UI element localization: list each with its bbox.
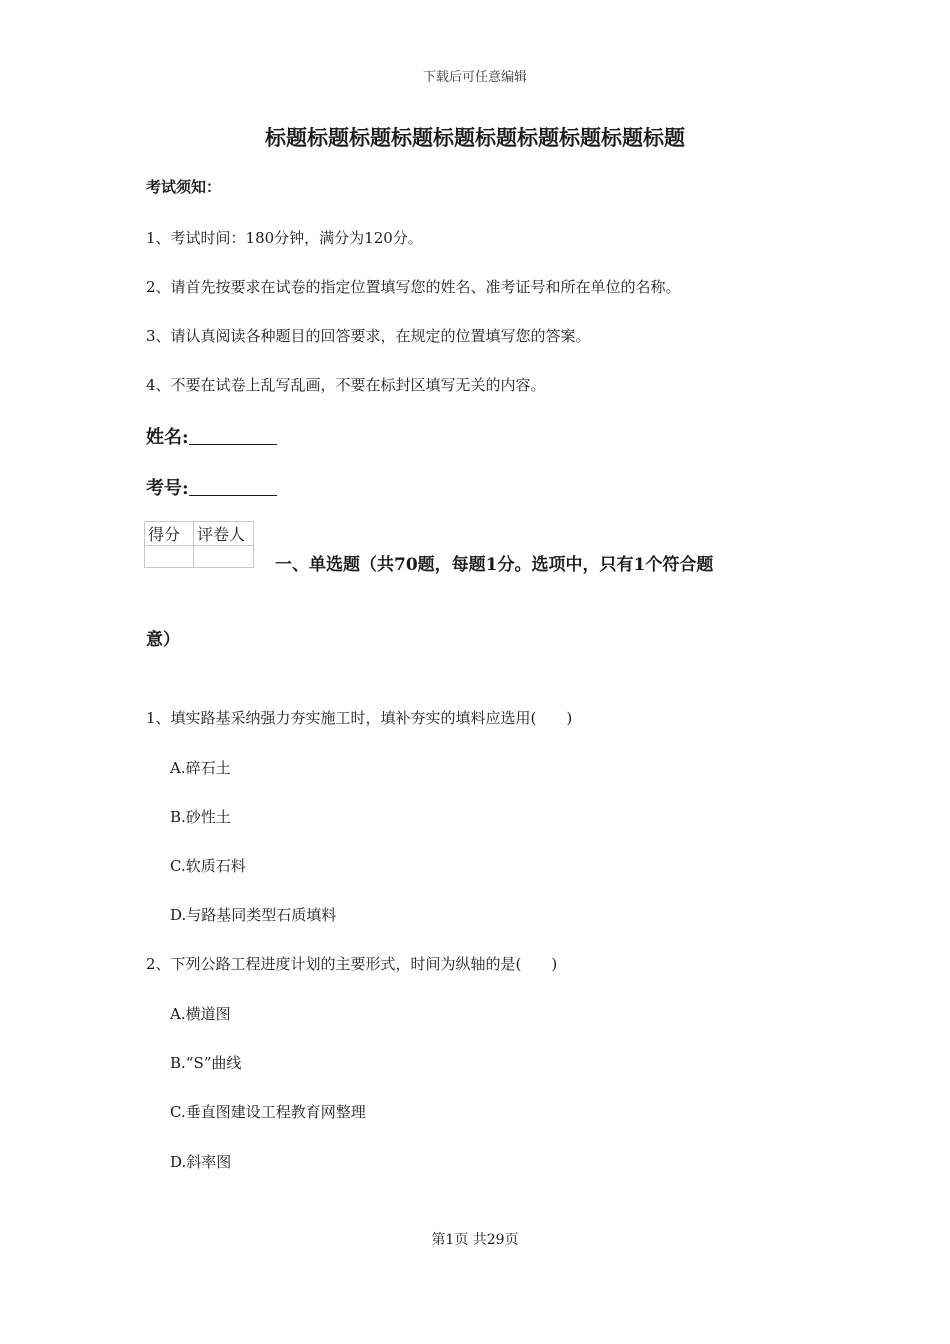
name-label: 姓名: bbox=[146, 427, 189, 448]
notice-item: 2、请首先按要求在试卷的指定位置填写您的姓名、准考证号和所在单位的名称。 bbox=[146, 278, 681, 296]
name-field[interactable] bbox=[146, 423, 277, 449]
page-header: 下载后可任意编辑 bbox=[422, 70, 527, 85]
notice-heading: 考试须知： bbox=[146, 178, 222, 196]
question-1-option-a: A.碎石土 bbox=[170, 759, 231, 777]
grader-cell[interactable] bbox=[194, 546, 254, 568]
score-table bbox=[144, 521, 254, 568]
notice-item: 1、考试时间：180分钟，满分为120分。 bbox=[146, 229, 423, 247]
exam-number-field[interactable] bbox=[146, 474, 277, 500]
section-heading: 一、单选题（共70题，每题1分。选项中，只有1个符合题 bbox=[275, 555, 714, 575]
question-2-option-b: B.“S”曲线 bbox=[170, 1054, 242, 1072]
question-2: 2、下列公路工程进度计划的主要形式，时间为纵轴的是( ) bbox=[146, 955, 558, 973]
document-title: 标题标题标题标题标题标题标题标题标题标题 bbox=[265, 125, 685, 150]
notice-item: 4、不要在试卷上乱写乱画，不要在标封区填写无关的内容。 bbox=[146, 376, 546, 394]
question-1-option-c: C.软质石料 bbox=[170, 857, 246, 875]
question-2-option-c: C.垂直图建设工程教育网整理 bbox=[170, 1103, 366, 1121]
question-1: 1、填实路基采纳强力夯实施工时，填补夯实的填料应选用( ) bbox=[146, 709, 573, 727]
question-1-option-b: B.砂性土 bbox=[170, 808, 231, 826]
page-footer: 第1页 共29页 bbox=[431, 1232, 519, 1248]
question-2-option-a: A.横道图 bbox=[170, 1005, 231, 1023]
name-blank-line[interactable] bbox=[189, 426, 277, 445]
notice-item: 3、请认真阅读各种题目的回答要求，在规定的位置填写您的答案。 bbox=[146, 327, 591, 345]
question-2-option-d: D.斜率图 bbox=[170, 1153, 232, 1171]
score-cell[interactable] bbox=[145, 546, 194, 568]
score-header: 得分 bbox=[145, 522, 194, 546]
grader-header: 评卷人 bbox=[194, 522, 254, 546]
exam-number-blank-line[interactable] bbox=[189, 477, 277, 496]
question-1-option-d: D.与路基同类型石质填料 bbox=[170, 906, 337, 924]
section-heading-continued: 意） bbox=[146, 630, 180, 650]
exam-number-label: 考号: bbox=[146, 478, 189, 499]
